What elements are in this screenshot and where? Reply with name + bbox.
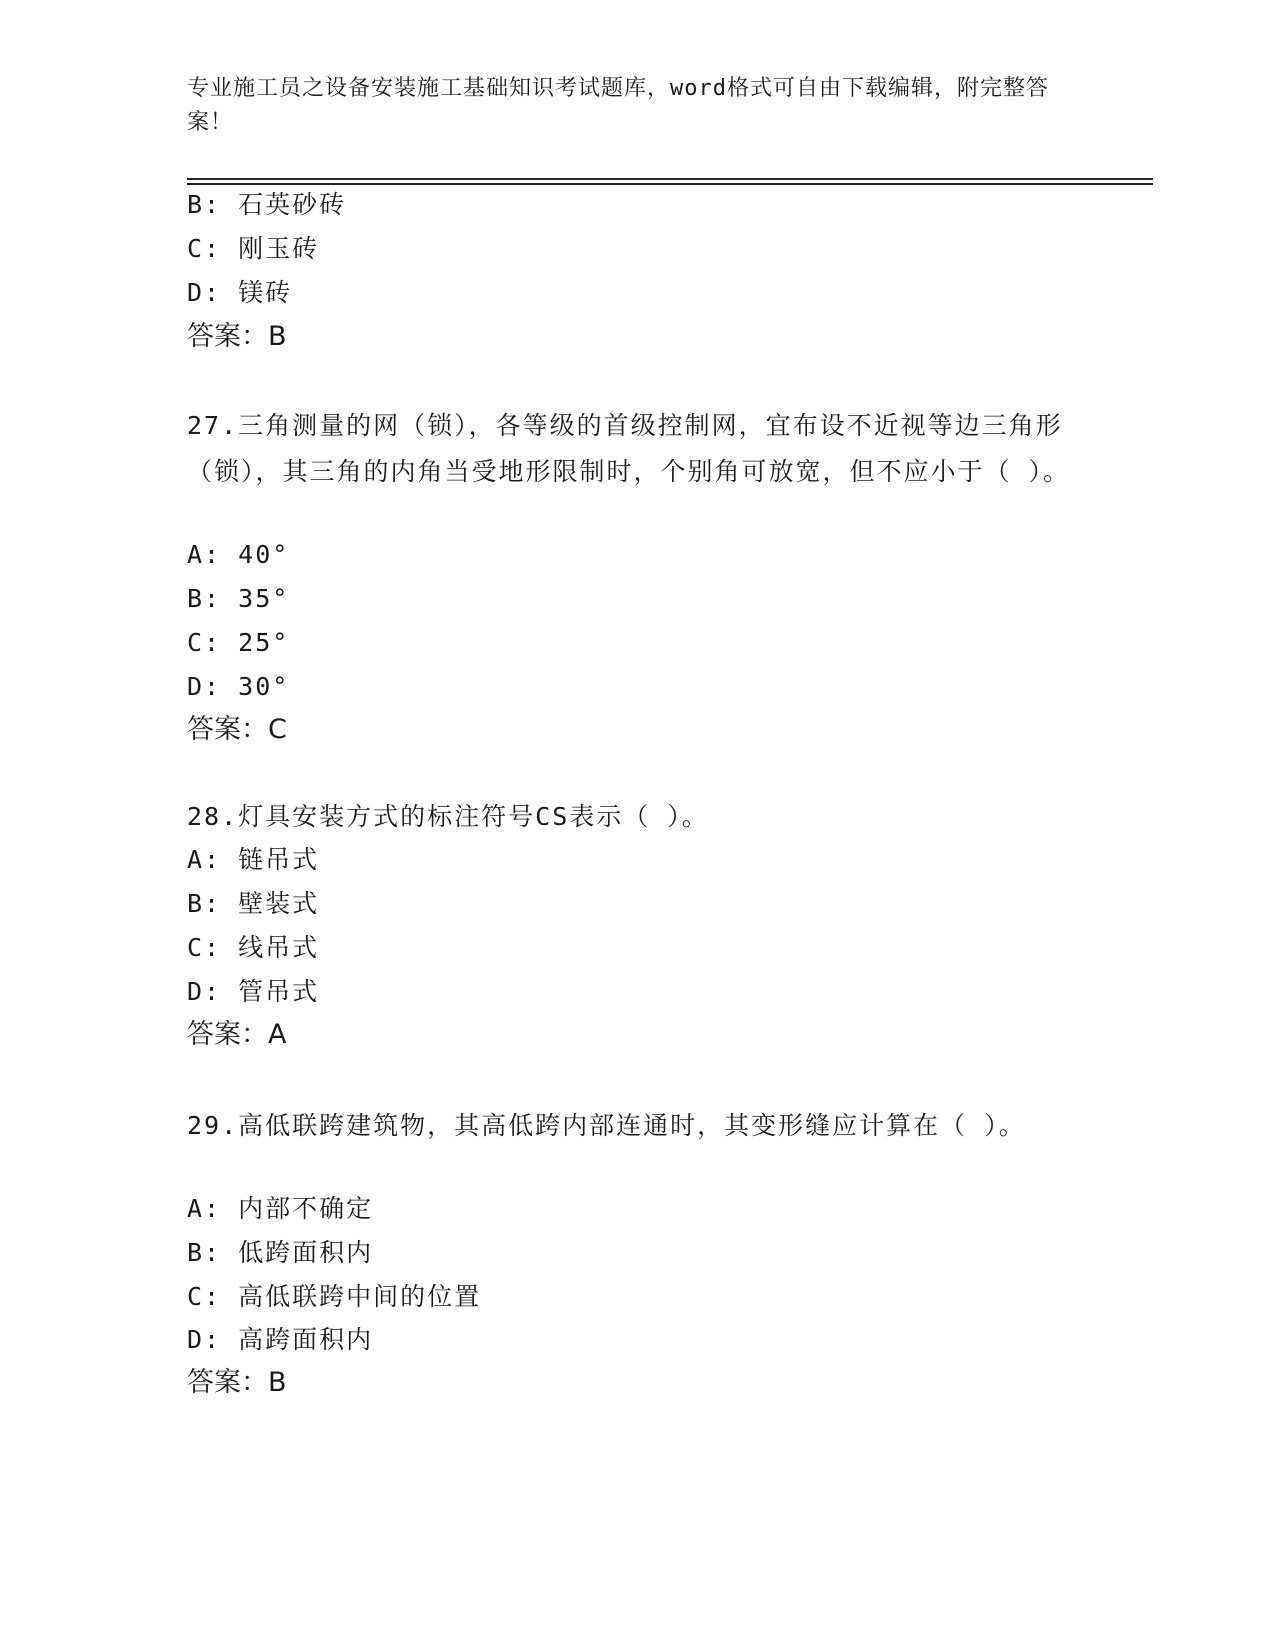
option-b: B: 35° <box>187 584 290 613</box>
option-b: B: 石英砂砖 <box>187 190 347 219</box>
option-d: D: 高跨面积内 <box>187 1325 374 1354</box>
question-text: 29.高低联跨建筑物，其高低跨内部连通时，其变形缝应计算在（ ）。 <box>187 1111 1026 1140</box>
question-text: 27.三角测量的网（锁），各等级的首级控制网，宜布设不近视等边三角形（锁），其三角的内角当受地形限制时，个别角可放宽，但不应小于（ ）。 <box>187 411 1071 486</box>
option-d: D: 镁砖 <box>187 278 293 307</box>
option-c: C: 线吊式 <box>187 933 320 962</box>
option-d: D: 管吊式 <box>187 977 320 1006</box>
answer: 答案：B <box>187 321 287 352</box>
option-d: D: 30° <box>187 672 290 701</box>
option-c: C: 高低联跨中间的位置 <box>187 1282 482 1311</box>
answer: 答案：B <box>187 1367 287 1398</box>
question-text: 28.灯具安装方式的标注符号CS表示（ ）。 <box>187 802 709 831</box>
document-header: 专业施工员之设备安装施工基础知识考试题库，word格式可自由下载编辑，附完整答案！ <box>187 76 1049 135</box>
option-a: A: 链吊式 <box>187 845 320 874</box>
option-c: C: 刚玉砖 <box>187 234 320 263</box>
answer: 答案：A <box>187 1019 287 1050</box>
option-c: C: 25° <box>187 628 290 657</box>
option-a: A: 40° <box>187 540 290 569</box>
option-b: B: 低跨面积内 <box>187 1238 374 1267</box>
option-b: B: 壁装式 <box>187 889 320 918</box>
header-divider-top <box>187 178 1153 180</box>
option-a: A: 内部不确定 <box>187 1194 374 1223</box>
answer: 答案：C <box>187 714 287 745</box>
header-divider-bottom <box>187 183 1153 185</box>
